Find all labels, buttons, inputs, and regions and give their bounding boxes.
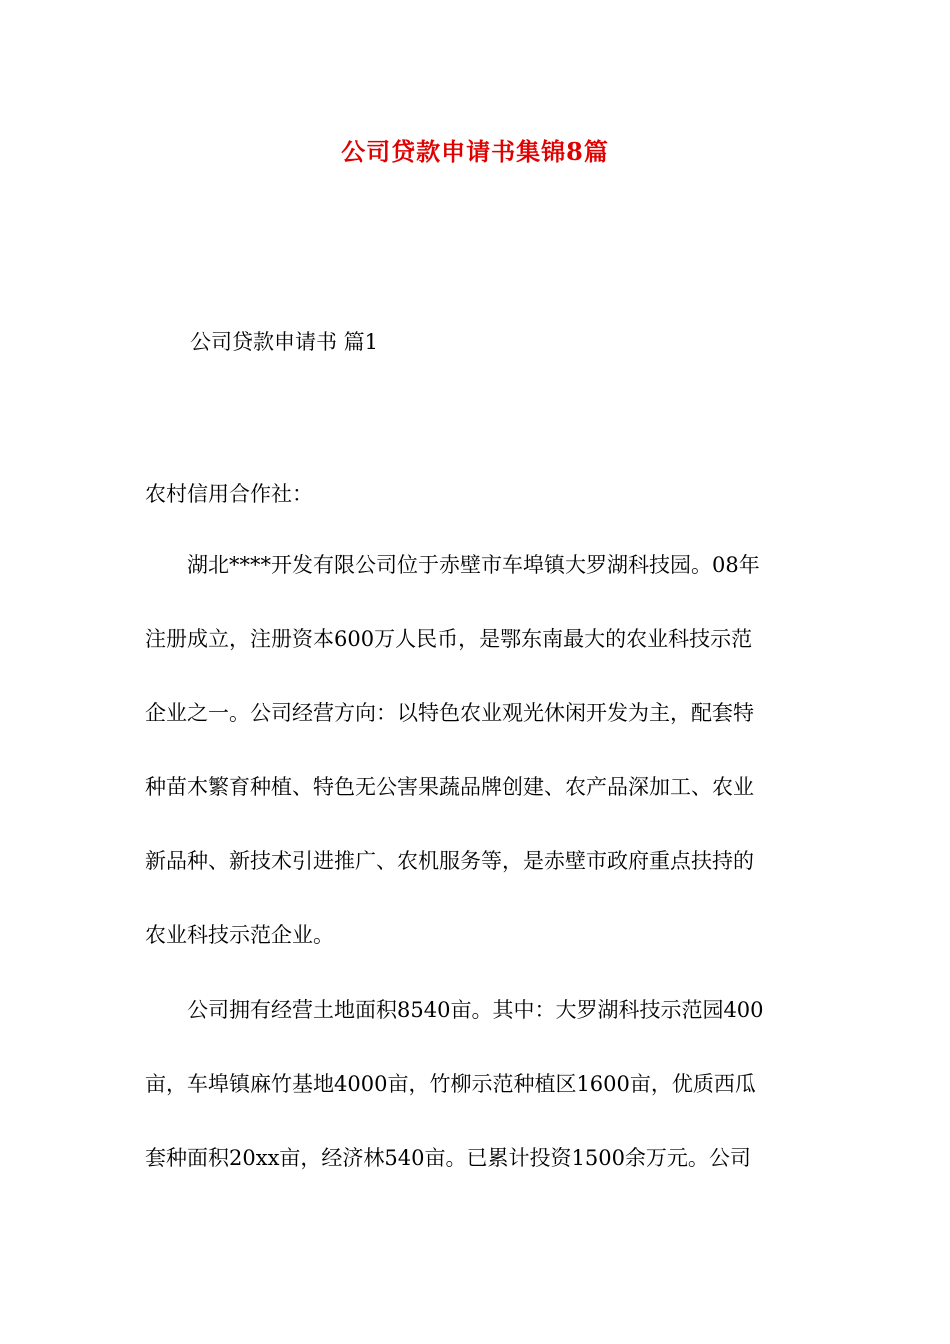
salutation: 农村信用合作社： xyxy=(145,482,313,506)
paragraph-line: 注册成立，注册资本600万人民币，是鄂东南最大的农业科技示范 xyxy=(145,627,753,651)
paragraph-line: 种苗木繁育种植、特色无公害果蔬品牌创建、农产品深加工、农业 xyxy=(145,775,754,799)
paragraph-line: 公司拥有经营土地面积8540亩。其中：大罗湖科技示范园400 xyxy=(187,998,764,1022)
paragraph-company-intro xyxy=(145,528,805,972)
paragraph-line: 湖北****开发有限公司位于赤壁市车埠镇大罗湖科技园。08年 xyxy=(187,553,760,577)
paragraph-land-area xyxy=(145,973,805,1195)
paragraph-line: 企业之一。公司经营方向：以特色农业观光休闲开发为主，配套特 xyxy=(145,701,754,725)
section-heading: 公司贷款申请书 篇1 xyxy=(190,330,379,354)
paragraph-line: 农业科技示范企业。 xyxy=(145,923,334,947)
document-title: 公司贷款申请书集锦8篇 xyxy=(341,137,609,166)
paragraph-line: 亩，车埠镇麻竹基地4000亩，竹柳示范种植区1600亩，优质西瓜 xyxy=(145,1072,756,1096)
paragraph-line: 新品种、新技术引进推广、农机服务等，是赤壁市政府重点扶持的 xyxy=(145,849,754,873)
paragraph-line: 套种面积20xx亩，经济林540亩。已累计投资1500余万元。公司 xyxy=(145,1146,751,1170)
